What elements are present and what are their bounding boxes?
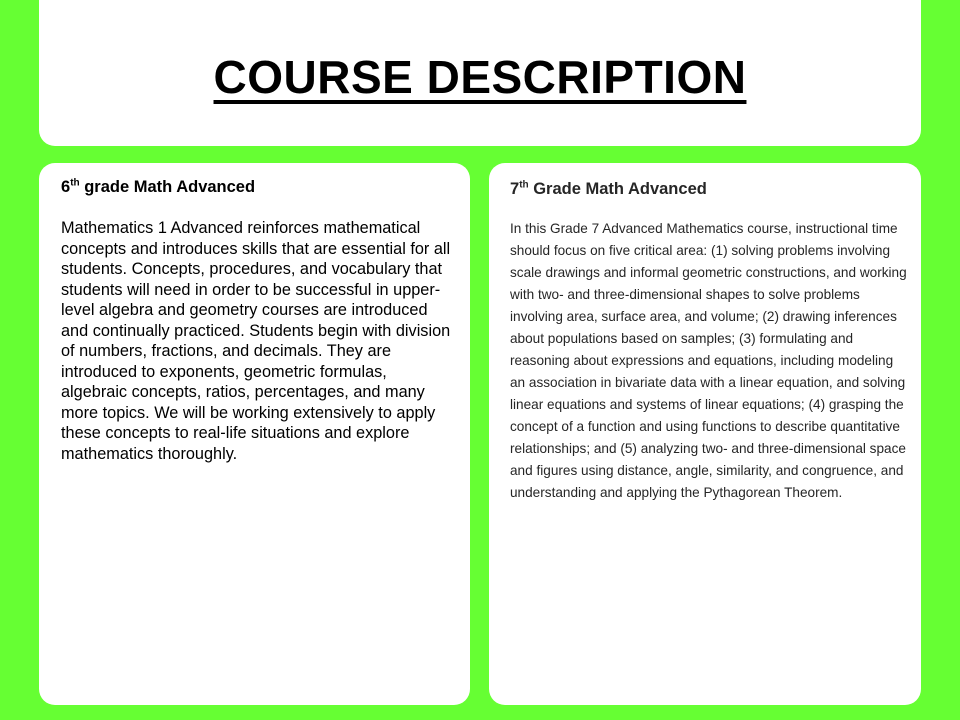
grade-7-description: In this Grade 7 Advanced Mathematics course, instructional time should focus on five critical area: (1) solving problems involving scale drawings and informal geometric constructions, and working with two- and three-dimensional shapes to solve problems involving area, surface area, and volume; (2) drawing inferences about populations based on samples; (3) formulating and reasoning about expressions and equations, including modeling an association in bivariate data with a linear equation, and solving linear equations and systems of linear equations; (4) grasping the concept of a function and using functions to describe quantitative relationships; and (5) analyzing two- and three-dimensional space and figures using distance, angle, similarity, and congruence, and understanding and applying the Pythagorean Theorem.	[510, 221, 907, 500]
grade-7-heading-text: Grade Math Advanced	[528, 180, 707, 198]
page-title: COURSE DESCRIPTION	[213, 51, 747, 103]
grade-7-heading-number: 7	[510, 180, 520, 198]
grade-6-heading-number: 6	[61, 178, 71, 196]
grade-6-heading-ordinal: th	[70, 177, 80, 189]
grade-6-description: Mathematics 1 Advanced reinforces mathematical concepts and introduces skills that are essential for all students. Concepts, procedures, and vocabulary that students will need in order to be successful in upper-level algebra and geometry courses are introduced and continually practiced. Students begin with division of numbers, fractions, and decimals. They are introduced to exponents, geometric formulas, algebraic concepts, ratios, percentages, and many more topics. We will be working extensively to apply these concepts to real-life situations and explore mathematics thoroughly.	[61, 219, 451, 463]
grade-7-heading	[510, 180, 909, 199]
grade-6-heading	[61, 178, 454, 197]
grade-7-heading-ordinal: th	[519, 179, 529, 191]
grade-7-card	[489, 163, 921, 705]
grade-6-heading-text: grade Math Advanced	[79, 178, 256, 196]
title-panel	[39, 0, 921, 146]
grade-6-card	[39, 163, 470, 705]
